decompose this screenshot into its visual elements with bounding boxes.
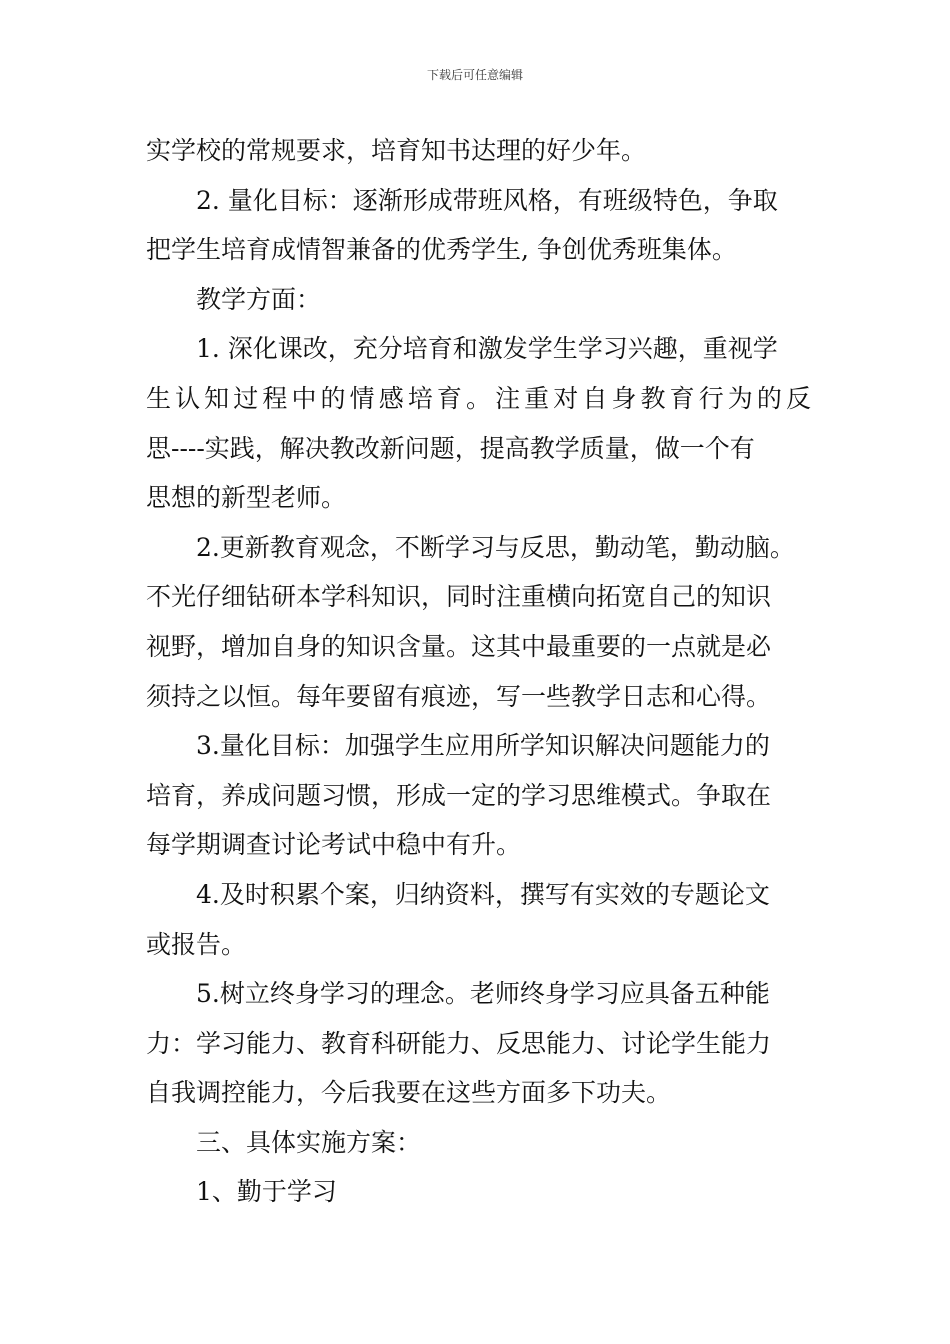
text-line: 力：学习能力、教育科研能力、反思能力、讨论学生能力: [146, 1028, 772, 1058]
document-body: [146, 126, 811, 1217]
text-line: 4.及时积累个案，归纳资料，撰写有实效的专题论文: [196, 879, 770, 909]
text-line: 视野，增加自身的知识含量。这其中最重要的一点就是必: [146, 631, 772, 661]
text-line: 5.树立终身学习的理念。老师终身学习应具备五种能: [196, 979, 770, 1009]
text-line: 或报告。: [146, 929, 247, 959]
text-line: 培育，养成问题习惯，形成一定的学习思维模式。争取在: [146, 780, 772, 810]
text-line: 每学期调查讨论考试中稳中有升。: [146, 830, 522, 860]
section-heading: 三、具体实施方案：: [196, 1127, 422, 1157]
section-heading: 1、勤于学习: [196, 1177, 337, 1207]
text-line: 把学生培育成情智兼备的优秀学生, 争创优秀班集体。: [146, 235, 737, 265]
text-line: 自我调控能力，今后我要在这些方面多下功夫。: [146, 1078, 672, 1108]
text-line: 思想的新型老师。: [146, 483, 347, 513]
text-line: 不光仔细钻研本学科知识，同时注重横向拓宽自己的知识: [146, 582, 772, 612]
text-line: 实学校的常规要求，培育知书达理的好少年。: [146, 136, 647, 165]
text-line: 2. 量化目标：逐渐形成带班风格，有班级特色，争取: [196, 185, 778, 215]
text-line: 须持之以恒。每年要留有痕迹，写一些教学日志和心得。: [146, 681, 772, 711]
text-line: 2.更新教育观念，不断学习与反思，勤动笔，勤动脑。: [196, 532, 795, 562]
text-line: 3.量化目标：加强学生应用所学知识解决问题能力的: [196, 731, 770, 761]
section-heading: 教学方面：: [196, 284, 322, 314]
text-line: 1. 深化课改，充分培育和激发学生学习兴趣，重视学: [196, 334, 778, 364]
page-header: 下载后可任意编辑: [426, 68, 523, 82]
text-line: 思----实践，解决教改新问题，提高教学质量，做一个有: [146, 433, 755, 463]
text-line: 生认知过程中的情感培育。注重对自身教育行为的反: [146, 383, 811, 413]
